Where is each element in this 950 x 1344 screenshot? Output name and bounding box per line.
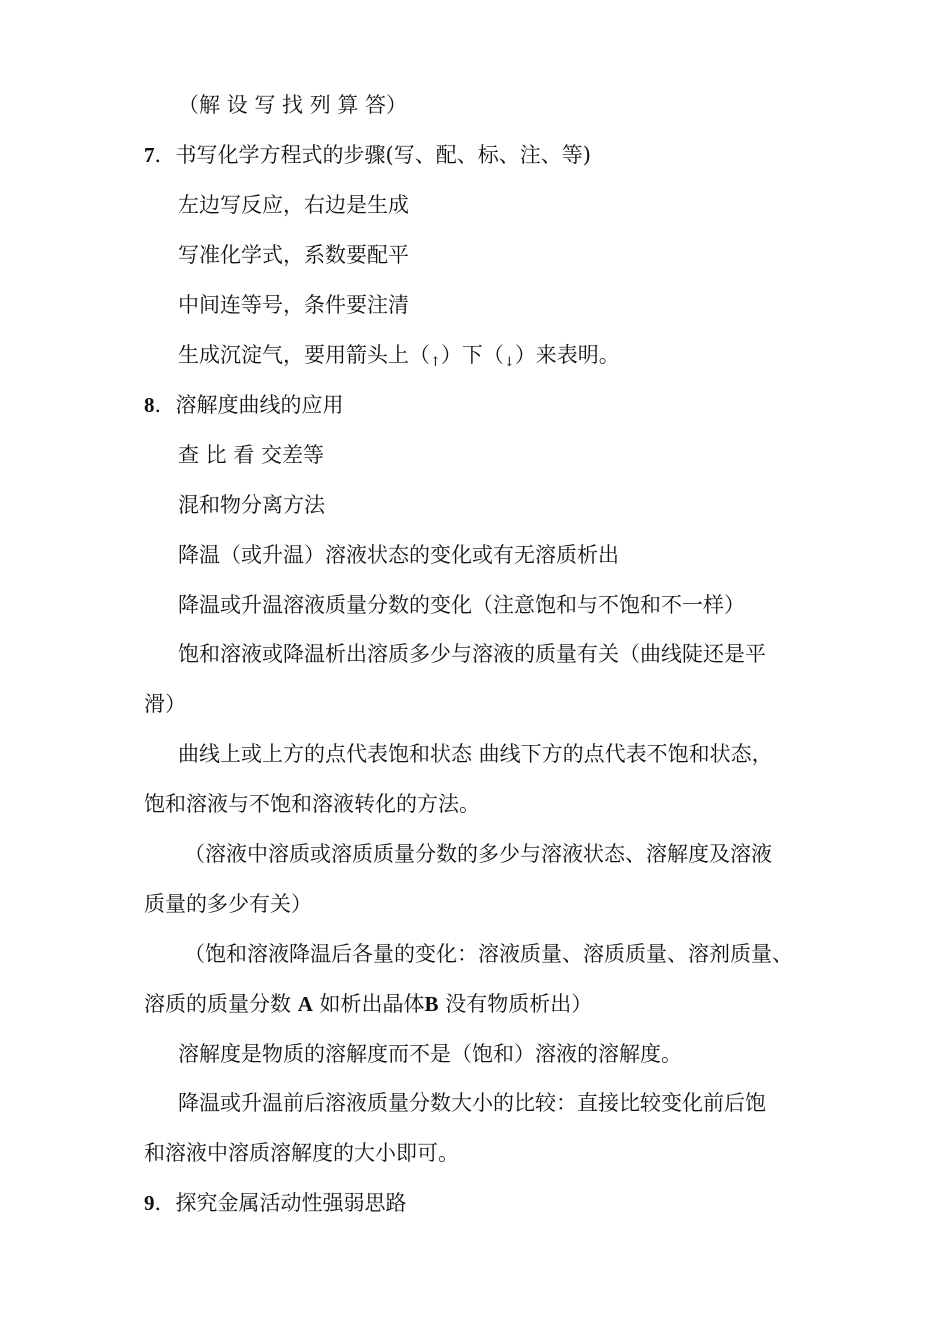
text-line (144, 989, 592, 1019)
text-line: 写准化学式，系数要配平 (178, 243, 409, 267)
text-segment: 溶质的质量分数 (144, 992, 291, 1016)
text-segment: ）下（ (440, 343, 504, 367)
text-line: 饱和溶液或降温析出溶质多少与溶液的质量有关（曲线陡还是平 (178, 642, 766, 666)
section-title: ．探究金属活动性强弱思路 (154, 1191, 407, 1215)
section-number: 9 (144, 1191, 155, 1215)
text-line: 查 比 看 交差等 (178, 443, 325, 467)
section-9-heading (144, 1188, 407, 1218)
section-title: ．书写化学方程式的步骤(写、配、标、注、等) (154, 143, 591, 167)
text-segment: 没有物质析出） (445, 992, 593, 1016)
text-line: 溶解度是物质的溶解度而不是（饱和）溶液的溶解度。 (178, 1042, 682, 1066)
text-line: 降温或升温前后溶液质量分数大小的比较：直接比较变化前后饱 (178, 1091, 766, 1115)
text-line: 降温或升温溶液质量分数的变化（注意饱和与不饱和不一样） (178, 593, 745, 617)
text-line: 滑） (144, 692, 186, 716)
text-line: 左边写反应，右边是生成 (178, 193, 409, 217)
text-line: 降温（或升温）溶液状态的变化或有无溶质析出 (178, 543, 619, 567)
text-line: 饱和溶液与不饱和溶液转化的方法。 (144, 792, 480, 816)
down-arrow-icon: ↓ (503, 355, 515, 370)
text-line: 中间连等号，条件要注清 (178, 293, 409, 317)
text-segment: ）来表明。 (514, 343, 620, 367)
text-line (178, 340, 620, 378)
up-arrow-icon: ↑ (430, 355, 441, 370)
text-line: （饱和溶液降温后各量的变化：溶液质量、溶质质量、溶剂质量、 (184, 942, 793, 966)
section-7-heading (144, 140, 591, 170)
section-8-heading (144, 390, 344, 420)
text-segment: 生成沉淀气，要用箭头上（ (178, 343, 430, 367)
label-b: B (424, 992, 439, 1016)
text-segment: 如析出晶体 (319, 992, 425, 1016)
section-number: 8 (144, 393, 155, 417)
text-line: （溶液中溶质或溶质质量分数的多少与溶液状态、溶解度及溶液 (184, 842, 772, 866)
text-line: 和溶液中溶质溶解度的大小即可。 (144, 1141, 459, 1165)
section-title: ．溶解度曲线的应用 (154, 393, 344, 417)
label-a: A (297, 992, 313, 1016)
text-line: 混和物分离方法 (178, 493, 325, 517)
section-number: 7 (144, 143, 155, 167)
text-line: 质量的多少有关） (144, 892, 312, 916)
answer-steps-line: （解 设 写 找 列 算 答） (178, 93, 408, 117)
text-line: 曲线上或上方的点代表饱和状态 曲线下方的点代表不饱和状态， (178, 742, 773, 766)
